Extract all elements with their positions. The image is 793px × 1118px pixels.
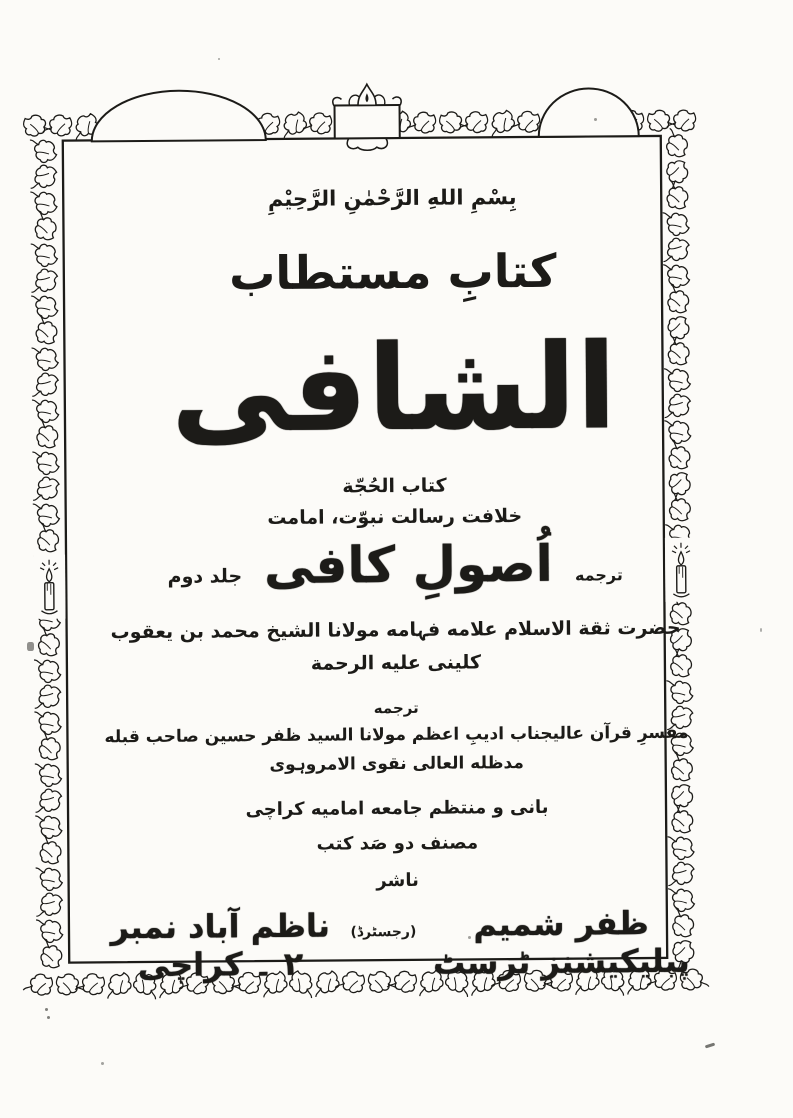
scan-artifact	[27, 642, 34, 651]
scan-artifact	[760, 628, 762, 632]
empty-cartouche	[333, 84, 402, 151]
main-title: الشافی	[170, 317, 618, 459]
section-title: کتاب الحُجّة	[342, 474, 447, 498]
publisher-label: ناشر	[376, 869, 419, 891]
scan-artifact	[45, 1008, 48, 1011]
source-title: اُصولِ کافی	[263, 535, 554, 596]
translator-line: مفسرِ قرآن عالیجناب ادیبِ اعظم مولانا السید ظفر حسین صاحب قبله مدظله العالی نقوی الامروہوی	[104, 723, 689, 776]
volume-label: جلد دوم	[167, 565, 243, 589]
scan-artifact	[218, 58, 220, 60]
publisher-registered: (رجسٹرڈ)	[350, 923, 417, 940]
translator-role-1: بانی و منتظم جامعه امامیه کراچی	[245, 797, 549, 821]
translator-role-2: مصنف دو صَد کتب	[316, 832, 479, 855]
right-dome-ornament	[538, 88, 638, 137]
left-dome-ornament	[91, 90, 265, 141]
scan-artifact	[47, 1016, 50, 1019]
scan-artifact	[101, 1062, 104, 1065]
publisher-row	[98, 903, 699, 984]
scan-artifact	[468, 936, 471, 939]
themes-line: خلافت رسالت نبوّت، امامت	[267, 504, 523, 529]
translated-by-label: ترجمه	[373, 698, 419, 718]
title-content	[92, 148, 699, 984]
translation-of-label: ترجمه	[574, 565, 623, 585]
series-row	[95, 531, 695, 601]
scan-artifact	[594, 118, 597, 121]
author-line: حضرت ثقة الاسلام علامه فہامه مولانا الشیخ محمد بن یعقوب کلینی علیه الرحمة	[110, 617, 681, 675]
publisher-name: ظفر شمیم پبلیکیشنز ٹرسٹ	[432, 903, 690, 982]
bismillah-line: بِسْمِ اللهِ الرَّحْمٰنِ الرَّحِيْمِ	[267, 185, 517, 212]
publisher-address: ناظم آباد نمبر ۲ ۔ کراچی	[110, 906, 331, 984]
book-epithet: کتابِ مستطاب	[228, 243, 557, 301]
